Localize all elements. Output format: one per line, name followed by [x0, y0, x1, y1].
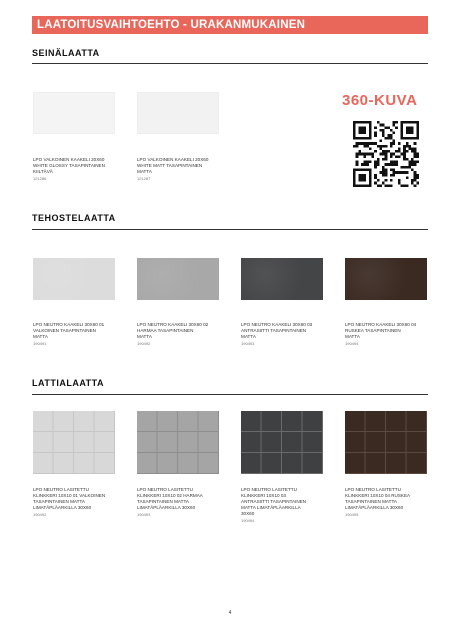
tile-swatch — [137, 258, 219, 300]
section-title-tehostelaatta: TEHOSTELAATTA — [32, 213, 116, 223]
page-banner: LAATOITUSVAIHTOEHTO - URAKANMUKAINEN — [32, 16, 428, 34]
tile-swatch — [33, 411, 115, 474]
360-view-label[interactable]: 360-KUVA — [342, 92, 418, 109]
tile-swatch — [137, 411, 219, 474]
section-title-lattialaatta: LATTIALAATTA — [32, 378, 104, 388]
tile-swatch — [137, 92, 219, 134]
tile-caption: LPO NEUTRO LASITETTU KLINKKERI 10X10 02 HARMAA TASAPINTAINEN MATTA LIMATÄPLÄARKILLA 30X60 190493 — [137, 487, 203, 517]
section-divider — [32, 394, 428, 395]
tile-swatch — [241, 411, 323, 474]
tile-caption: LPO NEUTRO LASITETTU KLINKKERI 10X10 03 ANTRASIITTI TASAPINTAINEN MATTA LIMATÄPLÄARKILLA 30X60 190494 — [241, 487, 307, 523]
tile-swatch — [345, 411, 427, 474]
tile-caption: LPO VALKOINEN KAAKELI 20X60 WHITE GLOSSY TASAPINTAINEN KIILTÄVÄ 121286 — [33, 157, 105, 181]
tile-swatch — [33, 258, 115, 300]
tile-caption: LPO NEUTRO KAAKELI 30X60 01 VALKOINEN TASAPINTAINEN MATTA 190491 — [33, 322, 105, 346]
section-divider — [32, 63, 428, 64]
section-divider — [32, 229, 428, 230]
tile-caption: LPO NEUTRO KAAKELI 30X60 03 ANTRASIITTI TASAPINTAINEN MATTA 190493 — [241, 322, 313, 346]
tile-caption: LPO NEUTRO LASITETTU KLINKKERI 10X10 04 RUSKEA TASAPINTAINEN MATTA LIMATÄPLÄARKILLA 30X60 190495 — [345, 487, 411, 517]
tile-caption: LPO NEUTRO LASITETTU KLINKKERI 10X10 01 VALKOINEN TASAPINTAINEN MATTA LIMATÄPLÄARKILLA 30X60 190492 — [33, 487, 106, 517]
tile-swatch — [241, 258, 323, 300]
tile-caption: LPO VALKOINEN KAAKELI 20X60 WHITE MATT TASAPINTAINEN MATTA 121287 — [137, 157, 209, 181]
tile-caption: LPO NEUTRO KAAKELI 30X60 02 HARMAA TASAPINTAINEN MATTA 190492 — [137, 322, 209, 346]
section-title-seinalaatta: SEINÄLAATTA — [32, 48, 100, 58]
page-number: 4 — [228, 610, 232, 616]
tile-swatch — [345, 258, 427, 300]
tile-swatch — [33, 92, 115, 134]
tile-caption: LPO NEUTRO KAAKELI 30X60 04 RUSKEA TASAPINTAINEN MATTA 190494 — [345, 322, 417, 346]
qr-code-icon[interactable] — [353, 121, 419, 187]
